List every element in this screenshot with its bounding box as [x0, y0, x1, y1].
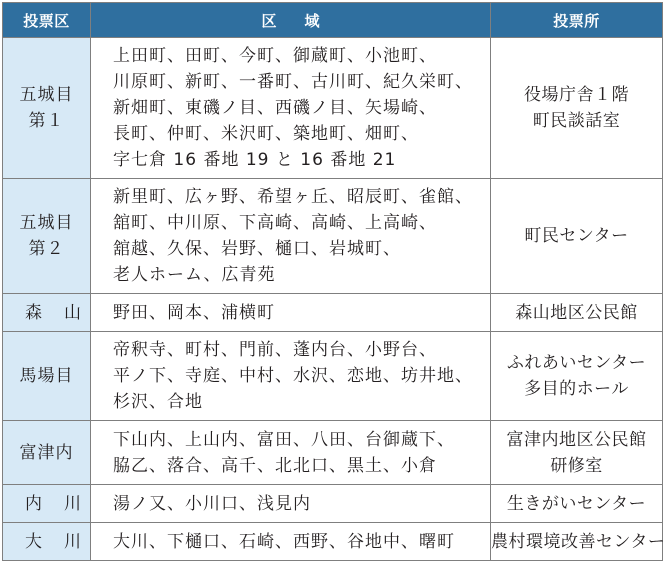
polling-place: 多目的ホール	[524, 379, 629, 399]
polling-place: 農村環境改善センター	[491, 531, 666, 552]
area-line: 脇乙、落合、高千、北北口、黒土、小倉	[113, 455, 437, 476]
district-name: 森山	[25, 302, 103, 323]
district-cell	[3, 421, 91, 485]
district-name: 大川	[25, 531, 103, 552]
district-cell	[3, 332, 91, 421]
header-district: 投票区	[3, 3, 91, 38]
voting-district-table	[2, 2, 666, 561]
area-line: 下山内、上山内、富田、八田、台御蔵下、	[113, 429, 455, 450]
district-name: 五城目	[19, 85, 74, 105]
area-line: 老人ホーム、広青苑	[113, 265, 276, 285]
polling-place: 森山地区公民館	[515, 302, 638, 323]
area-line: 杉沢、合地	[113, 392, 203, 412]
area-line: 湯ノ又、小川口、浅見内	[113, 493, 311, 514]
area-line: 大川、下樋口、石崎、西野、谷地中、曙町	[113, 531, 455, 552]
polling-place: ふれあいセンター	[506, 353, 647, 373]
table-row	[3, 332, 663, 421]
district-cell	[3, 294, 103, 332]
area-line: 長町、仲町、米沢町、築地町、畑町、	[113, 124, 419, 144]
district-name: 富津内	[19, 442, 74, 463]
area-cell	[91, 523, 491, 561]
polling-place: 研修室	[550, 455, 603, 476]
polling-place-cell	[491, 38, 663, 179]
polling-place: 町民談話室	[532, 111, 621, 131]
table-row	[3, 179, 663, 294]
table-row	[3, 421, 663, 485]
polling-place: 町民センター	[524, 226, 629, 246]
district-cell	[3, 485, 103, 523]
area-line: 字七倉 16 番地 19 と 16 番地 21	[113, 150, 397, 170]
district-cell	[3, 38, 91, 179]
area-line: 新里町、広ヶ野、希望ヶ丘、昭辰町、雀館、	[113, 187, 473, 207]
district-cell	[3, 179, 91, 294]
district-name: 第１	[28, 111, 65, 131]
polling-place: 役場庁舎１階	[524, 85, 629, 105]
area-cell	[91, 179, 491, 294]
table-row	[3, 485, 663, 523]
area-cell	[91, 485, 491, 523]
area-line: 野田、岡本、浦横町	[113, 302, 275, 323]
table-row	[3, 294, 663, 332]
area-cell	[91, 421, 491, 485]
area-line: 新畑町、東磯ノ目、西磯ノ目、矢場崎、	[113, 98, 437, 118]
polling-place-cell	[491, 294, 663, 332]
area-line: 上田町、田町、今町、御蔵町、小池町、	[113, 46, 437, 66]
area-line: 川原町、新町、一番町、古川町、紀久栄町、	[113, 72, 473, 92]
polling-place: 富津内地区公民館	[506, 429, 647, 450]
polling-place-cell	[491, 179, 663, 294]
district-name: 五城目	[19, 213, 74, 233]
area-line: 舘町、中川原、下高崎、高崎、上高崎、	[113, 213, 437, 233]
district-cell	[3, 523, 103, 561]
area-cell	[91, 332, 491, 421]
area-line: 舘越、久保、岩野、樋口、岩城町、	[113, 239, 401, 259]
table-row	[3, 523, 663, 561]
district-name: 馬場目	[19, 366, 74, 386]
polling-place-cell	[491, 332, 663, 421]
area-cell	[91, 38, 491, 179]
table-header-row	[3, 3, 663, 38]
polling-place: 生きがいセンター	[506, 493, 647, 514]
header-area: 区域	[91, 3, 491, 38]
area-line: 平ノ下、寺庭、中村、水沢、恋地、坊井地、	[113, 366, 473, 386]
district-name: 第２	[28, 239, 65, 259]
district-name: 内川	[25, 493, 103, 514]
polling-place-cell	[491, 523, 666, 561]
area-cell	[91, 294, 491, 332]
polling-place-cell	[491, 421, 663, 485]
area-line: 帝釈寺、町村、門前、蓬内台、小野台、	[113, 340, 437, 360]
header-polling-place: 投票所	[491, 3, 663, 38]
table-row	[3, 38, 663, 179]
polling-place-cell	[491, 485, 663, 523]
